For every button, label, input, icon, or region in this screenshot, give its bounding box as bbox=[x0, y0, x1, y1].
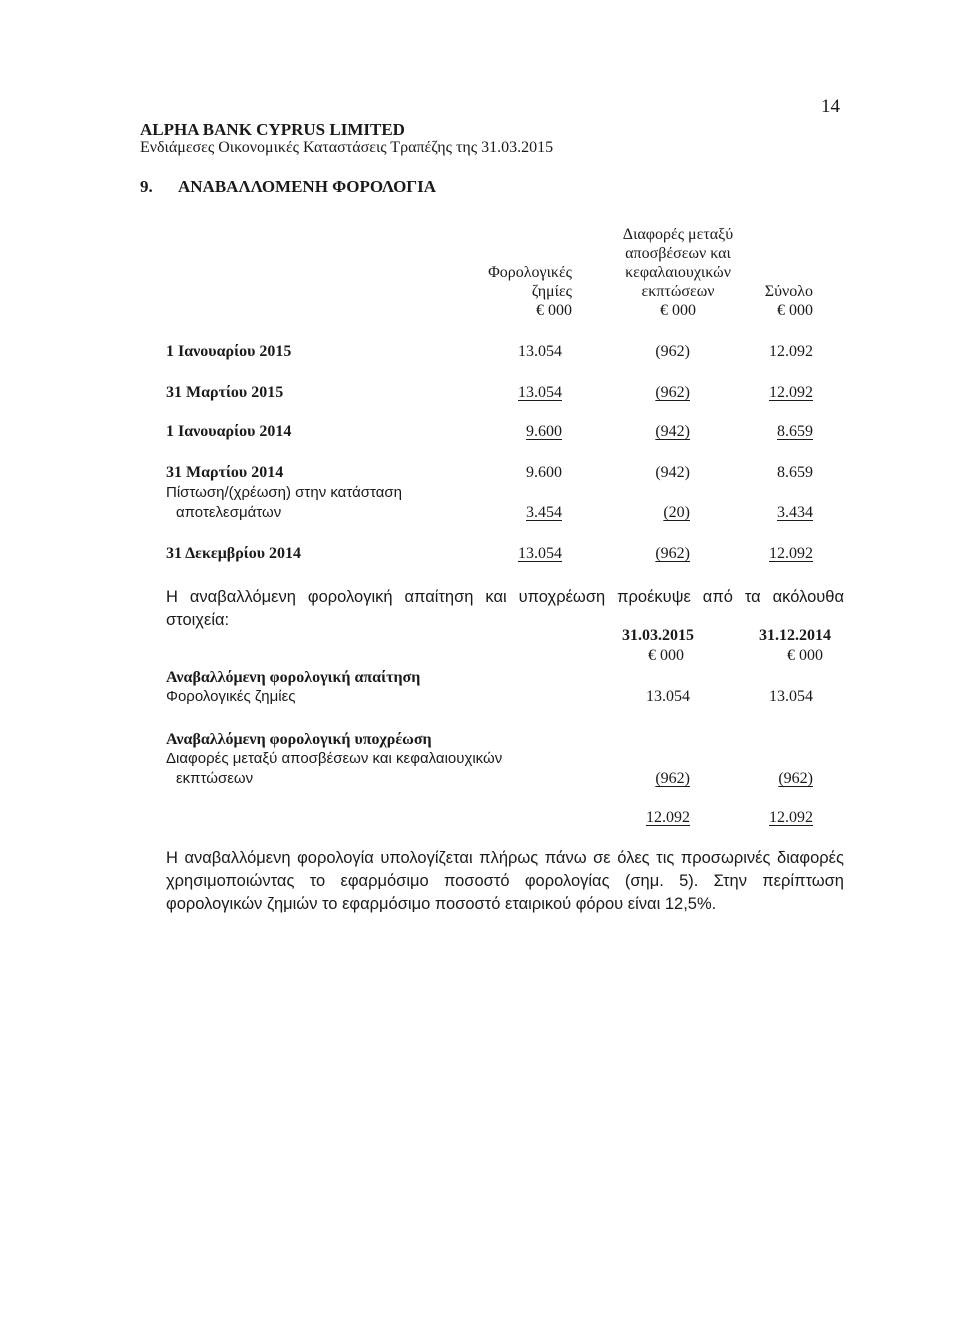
cell-value: (962) bbox=[655, 770, 690, 787]
col-header-total bbox=[765, 282, 813, 320]
cell-value: 9.600 bbox=[526, 423, 562, 440]
liability-row-label: Διαφορές μεταξύ αποσβέσεων και κεφαλαιουχικών bbox=[166, 750, 503, 767]
col-header-line: Διαφορές μεταξύ bbox=[622, 226, 734, 243]
col-header-unit: € 000 bbox=[660, 302, 696, 319]
page-number: 14 bbox=[821, 96, 840, 117]
cell-value: 13.054 bbox=[518, 545, 562, 562]
col-header-unit: € 000 bbox=[536, 302, 572, 319]
date-header: 31.03.2015 bbox=[622, 627, 694, 644]
col-header-unit: € 000 bbox=[777, 302, 813, 319]
intro-paragraph-line: Η αναβαλλόμενη φορολογική απαίτηση και υποχρέωση προέκυψε από τα ακόλουθα bbox=[166, 588, 844, 606]
cell-value: 13.054 bbox=[518, 384, 562, 401]
intro-paragraph-line: στοιχεία: bbox=[166, 611, 230, 629]
cell-value: (942) bbox=[655, 464, 690, 481]
col-header-line: κεφαλαιουχικών bbox=[625, 264, 731, 281]
cell-value: 12.092 bbox=[769, 384, 813, 401]
cell-value: (962) bbox=[655, 384, 690, 401]
total-value: 12.092 bbox=[646, 809, 690, 826]
closing-paragraph-line: χρησιμοποιώντας το εφαρμόσιμο ποσοστό φορολογίας (σημ. 5). Στην περίπτωση bbox=[166, 872, 844, 890]
cell-value: (942) bbox=[655, 423, 690, 440]
col-header-tax-losses bbox=[488, 263, 572, 320]
row-label: 1 Ιανουαρίου 2015 bbox=[166, 343, 292, 360]
cell-value: 3.454 bbox=[526, 504, 562, 521]
col-header-line: Σύνολο bbox=[764, 283, 813, 300]
col-header-line: αποσβέσεων και bbox=[625, 245, 731, 262]
cell-value: 8.659 bbox=[777, 423, 813, 440]
total-value: 12.092 bbox=[769, 809, 813, 826]
cell-value: 13.054 bbox=[518, 343, 562, 360]
unit-header: € 000 bbox=[787, 647, 823, 664]
col-header-line: ζημίες bbox=[531, 283, 572, 300]
row-label: 31 Δεκεμβρίου 2014 bbox=[166, 545, 302, 562]
row-label: 31 Μαρτίου 2015 bbox=[166, 384, 284, 401]
closing-paragraph-line: φορολογικών ζημιών το εφαρμόσιμο ποσοστό εταιρικού φόρου είναι 12,5%. bbox=[166, 895, 717, 913]
section-title: ΑΝΑΒΑΛΛΟΜΕΝΗ ΦΟΡΟΛΟΓΙΑ bbox=[178, 177, 436, 196]
col-header-depreciation-differences bbox=[585, 225, 771, 320]
report-subtitle: Ενδιάμεσες Οικονομικές Καταστάσεις Τραπέζης της 31.03.2015 bbox=[140, 139, 554, 156]
row-label: αποτελεσμάτων bbox=[176, 504, 282, 521]
cell-value: (962) bbox=[655, 545, 690, 562]
cell-value: 12.092 bbox=[769, 343, 813, 360]
asset-heading: Αναβαλλόμενη φορολογική απαίτηση bbox=[166, 669, 421, 686]
cell-value: (962) bbox=[655, 343, 690, 360]
closing-paragraph-line: Η αναβαλλόμενη φορολογία υπολογίζεται πλήρως πάνω σε όλες τις προσωρινές διαφορές bbox=[166, 849, 844, 867]
row-label: Πίστωση/(χρέωση) στην κατάσταση bbox=[166, 484, 402, 501]
date-header: 31.12.2014 bbox=[759, 627, 831, 644]
cell-value: 13.054 bbox=[769, 688, 813, 705]
cell-value: (962) bbox=[778, 770, 813, 787]
cell-value: 9.600 bbox=[526, 464, 562, 481]
liability-heading: Αναβαλλόμενη φορολογική υποχρέωση bbox=[166, 731, 432, 748]
cell-value: 8.659 bbox=[777, 464, 813, 481]
cell-value: 12.092 bbox=[769, 545, 813, 562]
liability-row-label: εκπτώσεων bbox=[176, 770, 254, 787]
row-label: 31 Μαρτίου 2014 bbox=[166, 464, 284, 481]
cell-value: 3.434 bbox=[777, 504, 813, 521]
unit-header: € 000 bbox=[648, 647, 684, 664]
cell-value: (20) bbox=[663, 504, 690, 521]
col-header-line: Φορολογικές bbox=[488, 264, 572, 281]
asset-row-label: Φορολογικές ζημίες bbox=[166, 688, 296, 705]
section-number: 9. bbox=[140, 177, 153, 196]
col-header-line: εκπτώσεων bbox=[641, 283, 715, 300]
row-label: 1 Ιανουαρίου 2014 bbox=[166, 423, 292, 440]
company-name: ALPHA BANK CYPRUS LIMITED bbox=[140, 120, 405, 139]
cell-value: 13.054 bbox=[646, 688, 690, 705]
